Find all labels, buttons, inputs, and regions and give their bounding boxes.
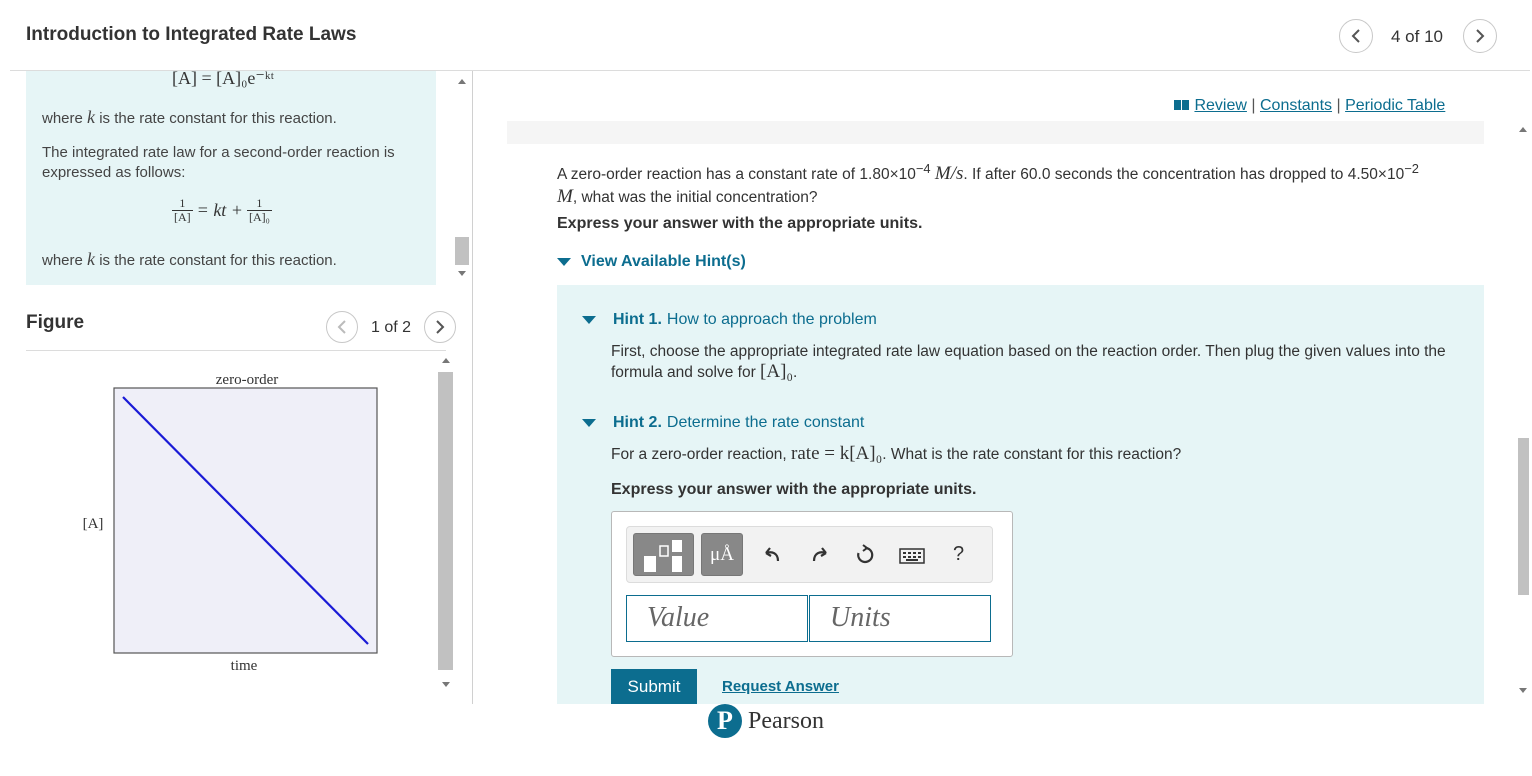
page-title: Introduction to Integrated Rate Laws — [26, 24, 357, 45]
x-axis-label: time — [230, 658, 258, 674]
figure-divider — [26, 350, 446, 351]
frac-den: [A] — [174, 210, 191, 224]
frac-num-2: 1 — [247, 197, 272, 211]
question-text — [557, 158, 1477, 209]
page-scroll-thumb[interactable] — [1518, 438, 1529, 595]
book-icon — [1174, 99, 1190, 111]
where1-pre: where — [42, 110, 88, 127]
hint-2-pre: For a zero-order reaction, — [611, 446, 792, 463]
figure-scroll-thumb[interactable] — [438, 372, 453, 670]
request-answer-link[interactable]: Request Answer — [722, 678, 839, 695]
review-link[interactable]: Review — [1194, 97, 1247, 114]
chart-title: zero-order — [215, 372, 279, 388]
next-page-button[interactable] — [1463, 19, 1497, 53]
scroll-down-icon[interactable] — [442, 682, 450, 687]
q-part1: A zero-order reaction has a constant rate of 1.80×10 — [557, 166, 916, 184]
hints-toggle-label: View Available Hint(s) — [581, 253, 746, 270]
express-instruction: Express your answer with the appropriate units. — [557, 215, 923, 232]
scroll-up-icon[interactable] — [458, 79, 466, 84]
intro-panel — [26, 71, 436, 285]
q-part2: . If after 60.0 seconds the concentration has dropped to 4.50×10 — [963, 166, 1405, 184]
hint-1-label: Hint 1. — [613, 311, 662, 328]
pearson-logo: P — [708, 704, 742, 738]
chevron-right-icon — [1474, 28, 1486, 44]
undo-icon[interactable] — [762, 545, 782, 565]
triangle-down-icon — [557, 258, 571, 266]
chevron-left-icon — [1350, 28, 1362, 44]
where1-var: k — [87, 107, 96, 127]
scroll-down-icon[interactable] — [458, 271, 466, 276]
where1-post: is the rate constant for this reaction. — [95, 110, 337, 127]
panel-divider — [472, 71, 473, 704]
view-hints-toggle[interactable] — [557, 253, 746, 271]
intro-where-1 — [42, 107, 337, 129]
hint-1-text: First, choose the appropriate integrated rate law equation based on the reaction order. Then plug the given values into the formula and solve for — [611, 343, 1446, 381]
frac-den-2: [A]₀ — [248, 210, 270, 224]
eq-mid: = kt + — [196, 200, 243, 220]
scroll-up-icon[interactable] — [442, 358, 450, 363]
chevron-left-icon — [336, 319, 348, 335]
link-separator: | — [1336, 97, 1341, 114]
templates-button[interactable] — [633, 533, 694, 576]
hint-1-var: [A]₀ — [760, 361, 794, 382]
intro-where-2 — [42, 249, 337, 271]
hint-2-header[interactable] — [613, 414, 864, 432]
hint-1-title: How to approach the problem — [666, 311, 877, 328]
figure-prev-button[interactable] — [326, 311, 358, 343]
where2-post: is the rate constant for this reaction. — [95, 252, 337, 269]
hint-2-body — [611, 444, 1471, 465]
units-input[interactable]: Units — [809, 595, 991, 642]
intro-scroll-thumb[interactable] — [455, 237, 469, 265]
scroll-down-icon[interactable] — [1519, 688, 1527, 693]
q-unit2: M — [557, 186, 573, 208]
hint-2-title: Determine the rate constant — [666, 414, 865, 431]
hint-1-body — [611, 342, 1471, 383]
help-button[interactable]: ? — [953, 543, 965, 565]
triangle-down-icon — [582, 316, 596, 324]
where2-var: k — [87, 249, 96, 269]
prev-page-button[interactable] — [1339, 19, 1373, 53]
second-order-equation — [172, 197, 272, 224]
figure-counter: 1 of 2 — [371, 319, 412, 336]
hint-1-end: . — [793, 364, 798, 381]
chevron-right-icon — [434, 319, 446, 335]
second-order-text: The integrated rate law for a second-order reaction is expressed as follows: — [42, 144, 395, 181]
link-separator: | — [1251, 97, 1256, 114]
math-toolbar — [626, 526, 993, 583]
hint-2-label: Hint 2. — [613, 414, 662, 431]
hint-2-post: . What is the rate constant for this reaction? — [882, 446, 1182, 463]
page-scrollbar[interactable] — [1516, 121, 1530, 704]
hint-2-express: Express your answer with the appropriate units. — [611, 481, 977, 498]
triangle-down-icon — [582, 419, 596, 427]
keyboard-icon[interactable] — [899, 548, 925, 564]
intro-scrollbar[interactable] — [453, 71, 471, 285]
hint-1-header[interactable] — [613, 311, 877, 329]
y-axis-label: [A] — [82, 516, 104, 532]
answer-box — [611, 511, 1013, 657]
submit-button[interactable]: Submit — [611, 669, 697, 704]
figure-scrollbar[interactable] — [437, 352, 455, 702]
pearson-wordmark: Pearson — [748, 707, 824, 734]
figure-title: Figure — [26, 312, 85, 333]
pearson-brand — [708, 704, 824, 738]
hint-2-eq: rate = k[A]₀ — [791, 443, 883, 464]
zero-order-chart — [70, 360, 420, 690]
periodic-table-link[interactable]: Periodic Table — [1345, 97, 1446, 114]
fraction-left — [172, 197, 193, 224]
hints-panel — [557, 285, 1484, 704]
frac-num: 1 — [172, 197, 193, 211]
page-counter: 4 of 10 — [1391, 27, 1443, 46]
reset-icon[interactable] — [854, 544, 876, 566]
where2-pre: where — [42, 252, 88, 269]
q-exp2: −2 — [1404, 161, 1419, 176]
content-band — [507, 121, 1484, 144]
value-input[interactable]: Value — [626, 595, 808, 642]
q-part3: , what was the initial concentration? — [572, 189, 818, 207]
resource-links — [1174, 97, 1445, 115]
header — [0, 0, 1532, 70]
scroll-up-icon[interactable] — [1519, 127, 1527, 132]
fraction-right — [247, 197, 272, 224]
templates-icon — [634, 534, 695, 577]
constants-link[interactable]: Constants — [1259, 97, 1333, 114]
units-button[interactable]: μÅ — [701, 533, 743, 576]
figure-next-button[interactable] — [424, 311, 456, 343]
q-exp1: −4 — [915, 161, 931, 176]
redo-icon[interactable] — [810, 545, 830, 565]
q-unit1: M/s — [934, 163, 964, 185]
first-order-equation: [A] = [A]₀e⁻ᵏᵗ — [172, 71, 275, 88]
